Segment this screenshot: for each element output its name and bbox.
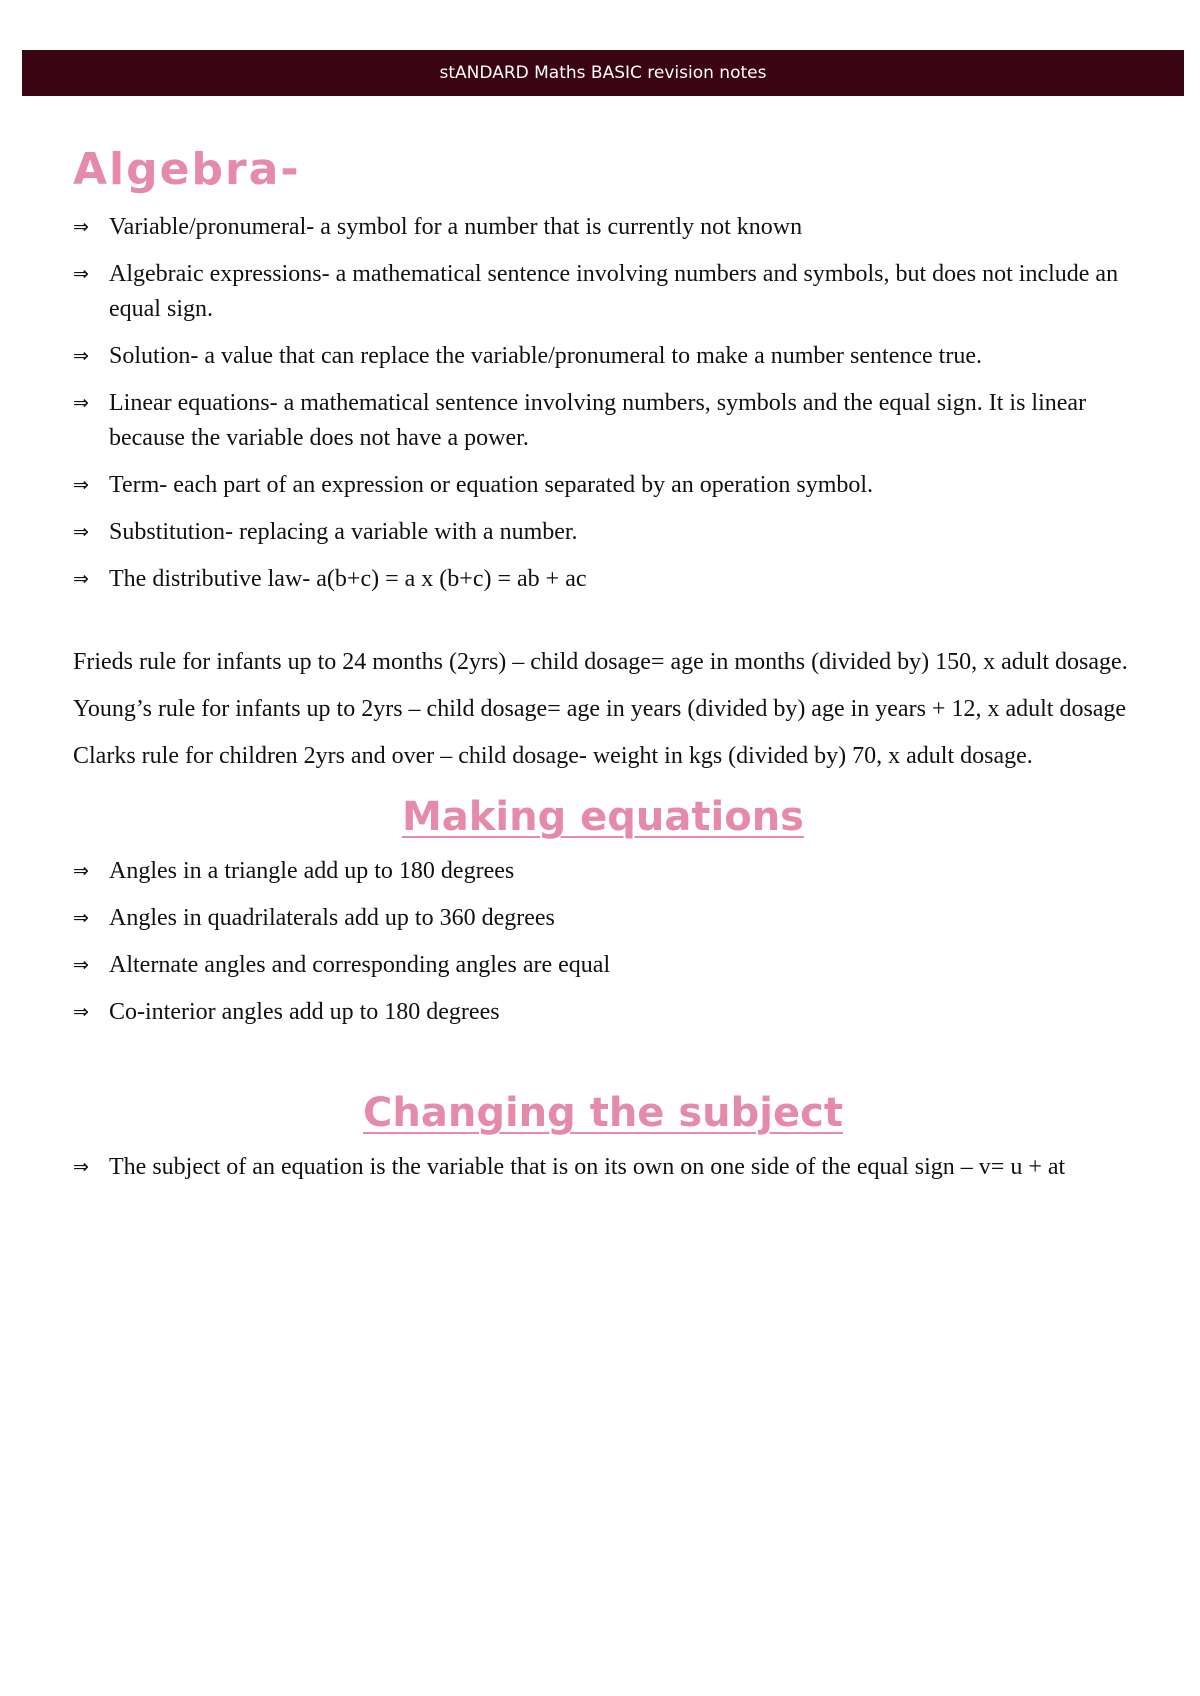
list-item-text: Algebraic expressions- a mathematical sentence involving numbers and symbols, but does not include an equal sign. xyxy=(109,261,1119,322)
list-item-text: Angles in quadrilaterals add up to 360 degrees xyxy=(109,905,555,931)
double-arrow-icon: ⇒ xyxy=(73,1001,89,1023)
double-arrow-icon: ⇒ xyxy=(73,345,89,367)
double-arrow-icon: ⇒ xyxy=(73,216,89,238)
list-item-text: Variable/pronumeral- a symbol for a number that is currently not known xyxy=(109,214,803,240)
frieds-rule-text: Frieds rule for infants up to 24 months (2yrs) – child dosage= age in months (divided by) 150, x adult dosage. xyxy=(73,649,1128,675)
double-arrow-icon: ⇒ xyxy=(73,860,89,882)
dosage-rules xyxy=(73,645,1133,774)
double-arrow-icon: ⇒ xyxy=(73,1156,89,1178)
list-item-text: Alternate angles and corresponding angles are equal xyxy=(109,952,611,978)
double-arrow-icon: ⇒ xyxy=(73,392,89,414)
double-arrow-icon: ⇒ xyxy=(73,474,89,496)
list-item xyxy=(73,562,1133,597)
double-arrow-icon: ⇒ xyxy=(73,568,89,590)
list-item-text: Solution- a value that can replace the variable/pronumeral to make a number sentence true. xyxy=(109,343,982,369)
list-item xyxy=(73,468,1133,503)
document-header-bar xyxy=(22,50,1184,96)
double-arrow-icon: ⇒ xyxy=(73,954,89,976)
list-item-text: Term- each part of an expression or equation separated by an operation symbol. xyxy=(109,472,874,498)
double-arrow-icon: ⇒ xyxy=(73,521,89,543)
document-body xyxy=(73,140,1133,1197)
double-arrow-icon: ⇒ xyxy=(73,263,89,285)
list-item-text: Co-interior angles add up to 180 degrees xyxy=(109,999,500,1025)
document-header-title: stANDARD Maths BASIC revision notes xyxy=(439,63,767,83)
list-item-text: The subject of an equation is the variable that is on its own on one side of the equal sign – v= u + at xyxy=(109,1154,1066,1180)
list-item-text: Angles in a triangle add up to 180 degrees xyxy=(109,858,515,884)
making-equations-list xyxy=(73,854,1133,1030)
algebra-heading: Algebra- xyxy=(73,144,301,195)
list-item-text: Substitution- replacing a variable with a number. xyxy=(109,519,578,545)
list-item xyxy=(73,995,1133,1030)
list-item xyxy=(73,948,1133,983)
list-item xyxy=(73,386,1133,456)
double-arrow-icon: ⇒ xyxy=(73,907,89,929)
list-item xyxy=(73,854,1133,889)
list-item xyxy=(73,1150,1133,1185)
clarks-rule-text: Clarks rule for children 2yrs and over – child dosage- weight in kgs (divided by) 70, x adult dosage. xyxy=(73,743,1033,769)
algebra-definitions-list xyxy=(73,210,1133,597)
list-item xyxy=(73,257,1133,327)
changing-subject-heading: Changing the subject xyxy=(363,1090,843,1136)
changing-subject-list xyxy=(73,1150,1133,1185)
list-item-text: The distributive law- a(b+c) = a x (b+c) = ab + ac xyxy=(109,566,587,592)
list-item xyxy=(73,515,1133,550)
list-item xyxy=(73,901,1133,936)
list-item xyxy=(73,210,1133,245)
making-equations-heading: Making equations xyxy=(402,794,804,840)
list-item-text: Linear equations- a mathematical sentence involving numbers, symbols and the equal sign. It is linear because the variable does not have a power. xyxy=(109,390,1087,451)
list-item xyxy=(73,339,1133,374)
youngs-rule-text: Young’s rule for infants up to 2yrs – child dosage= age in years (divided by) age in years + 12, x adult dosage xyxy=(73,696,1127,722)
